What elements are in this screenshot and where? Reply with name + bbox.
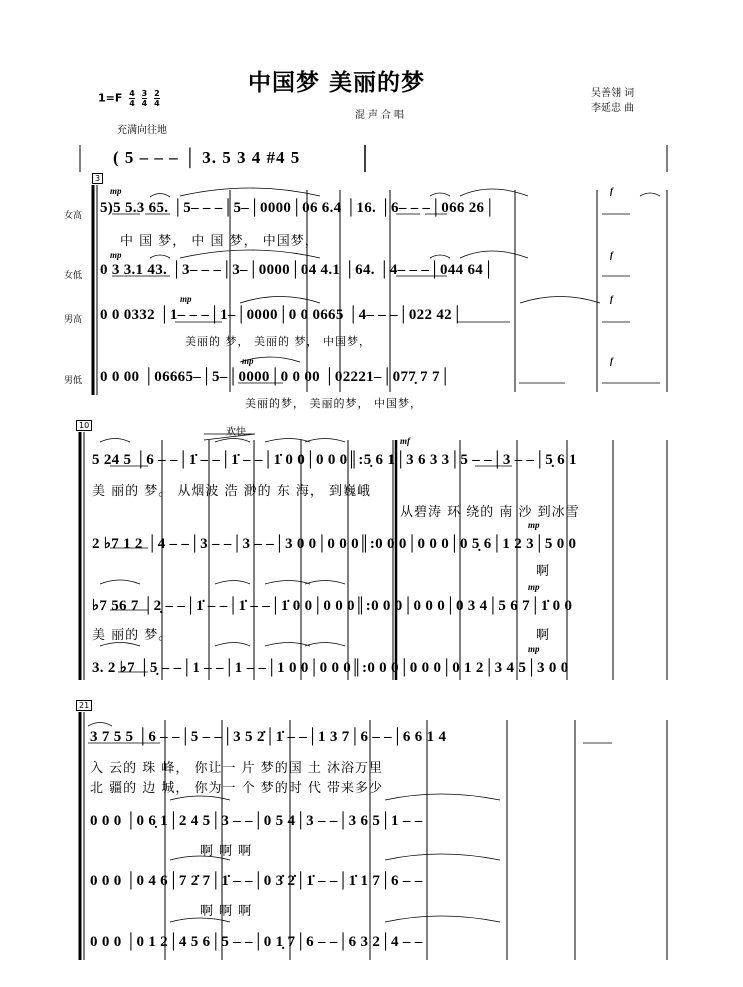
part-label-alto: 女低 <box>64 271 83 281</box>
tenor-lyrics-verse1: 美 丽的 梦。 <box>92 628 173 643</box>
soprano-lyrics-verse2: 北 疆的 边 城， 你为一 个 梦的时 代 带来多少 <box>90 781 384 796</box>
alto-lyrics: 啊 <box>536 564 551 579</box>
alto-notes: 0 0 0 │0 6̣ 1│2 4 5│3 – –│0 5 4│3 – –│3 6 5│1 – – <box>90 813 423 829</box>
soprano-lyrics-verse1: 美 丽的 梦。 从烟波 浩 渺的 东 海， 到巍峨 <box>92 484 372 499</box>
measure-number: 10 <box>76 420 92 431</box>
soprano-notes: 3 7 5 5 │6 – –│5 – –│3 5 2̇│1̇ – –│1 3 7│6 – –│6 6 1 4 <box>90 729 447 745</box>
tenor-notes: 0 0 0332 │1– – –│1–│0000│0 0 0665 │4– – –│022 42│ <box>100 307 463 323</box>
dynamic-f: f <box>610 294 613 304</box>
part-label-soprano: 女高 <box>64 211 83 221</box>
dynamic-mp: mp <box>242 356 254 366</box>
measure-number: 21 <box>76 700 92 711</box>
song-subtitle: 混声合唱 <box>355 110 407 121</box>
tenor-lyrics: 美丽的 梦， 美丽的 梦， 中国梦， <box>185 335 371 348</box>
time-sig-top: 3 <box>141 89 148 98</box>
alto-notes: 0 3 3.1 43. │3– – –│3–│0000│04 4.1 │64. │4– – –│044 64│ <box>100 262 495 278</box>
dynamic-mp: mp <box>180 294 192 304</box>
composer-credit: 李延忠 曲 <box>591 103 635 114</box>
measure-number: 3 <box>92 173 103 184</box>
dynamic-mp: mp <box>528 644 540 654</box>
soprano-lyrics-verse1: 入 云的 珠 峰， 你让一 片 梦的国 土 沐浴万里 <box>90 761 384 776</box>
tempo-marking: 欢快 <box>226 427 246 438</box>
key-signature <box>98 89 160 108</box>
dynamic-f: f <box>610 356 613 366</box>
part-label-tenor: 男高 <box>64 315 83 325</box>
dynamic-mf: mf <box>400 436 410 446</box>
tenor-lyrics: 啊 <box>536 628 551 643</box>
time-sig-bottom: 4 <box>141 99 148 108</box>
tenor-notes: 0 0 0 │0 4 6│7 2̇ 7│1̇ – –│0 3̇ 2̇│1̇ – –│1̇ 1 7│6 – – <box>90 873 423 889</box>
key-label: 1=F <box>98 91 123 105</box>
time-sig-top: 4 <box>129 89 135 98</box>
intro-line: ( 5 – – – │ 3. 5 3 4 #4 5 <box>113 148 301 167</box>
lyricist-credit: 吴善翎 词 <box>591 88 635 99</box>
bass-notes: 3. 2 ♭7 │5̣ – –│1 – –│1 – –│1 0 0│0 0 0║:0 0 0│0 0 0│0 1 2│3 4 5│3 0 0 <box>92 660 569 676</box>
soprano-notes: 5)5 5.3 65. │5– – –│5–│0000│06 6.4 │16. │6– – –│066 26│ <box>100 200 496 216</box>
dynamic-mp: mp <box>110 186 122 196</box>
time-signature-1 <box>129 89 135 108</box>
time-sig-bottom: 4 <box>129 99 135 108</box>
dynamic-f: f <box>610 250 613 260</box>
bass-notes: 0 0 00 │06665–│5–│0000│0 0 00 │02221–│077̣ 7 7│ <box>100 369 451 385</box>
song-title: 中国梦 美丽的梦 <box>248 70 426 96</box>
dynamic-mp: mp <box>528 520 540 530</box>
time-signature-3 <box>154 89 160 108</box>
alto-notes: 2 ♭7 1 2 │4 – –│3 – –│3 – –│3 0 0│0 0 0║:0 0 0│0 0 0│0 5̣ 6│1 2 3│5 0 0 <box>92 536 577 552</box>
soprano-lyrics-verse2: 从碧涛 环 绕的 南 沙 到冰雪 <box>400 505 580 520</box>
expression-marking: 充满向往地 <box>117 125 167 136</box>
time-sig-top: 2 <box>154 89 160 98</box>
tenor-notes: ♭7 56 7 │2̣ – –│1̇ – –│1̇ – –│1̇ 0 0│0 0 0║:0 0 0│0 0 0│0 3 4│5 6 7│1̇ 0 0 <box>92 598 573 614</box>
soprano-lyrics: 中 国 梦， 中 国 梦， 中国梦， <box>120 234 319 249</box>
dynamic-mp: mp <box>110 250 122 260</box>
soprano-notes: 5 24 5 │6 – –│1̇ – –│1̇ – –│1̇ 0 0│0 0 0║:5̣ 6 1│3 6 3 3│5 – –│3 – –│5̣ 6 1 <box>92 452 577 468</box>
time-signature-2 <box>142 89 148 108</box>
bass-lyrics: 美丽的梦， 美丽的梦， 中国梦， <box>245 397 422 410</box>
bass-notes: 0 0 0 │0 1 2│4 5 6│5 – –│0 1̣ 7│6 – –│6 3 2│4 – – <box>90 934 423 950</box>
dynamic-f: f <box>610 186 613 196</box>
time-sig-bottom: 4 <box>154 99 160 108</box>
alto-lyrics: 啊 啊 啊 <box>200 844 253 859</box>
part-label-bass: 男低 <box>64 376 83 386</box>
tenor-lyrics: 啊 啊 啊 <box>200 904 253 919</box>
dynamic-mp: mp <box>528 582 540 592</box>
